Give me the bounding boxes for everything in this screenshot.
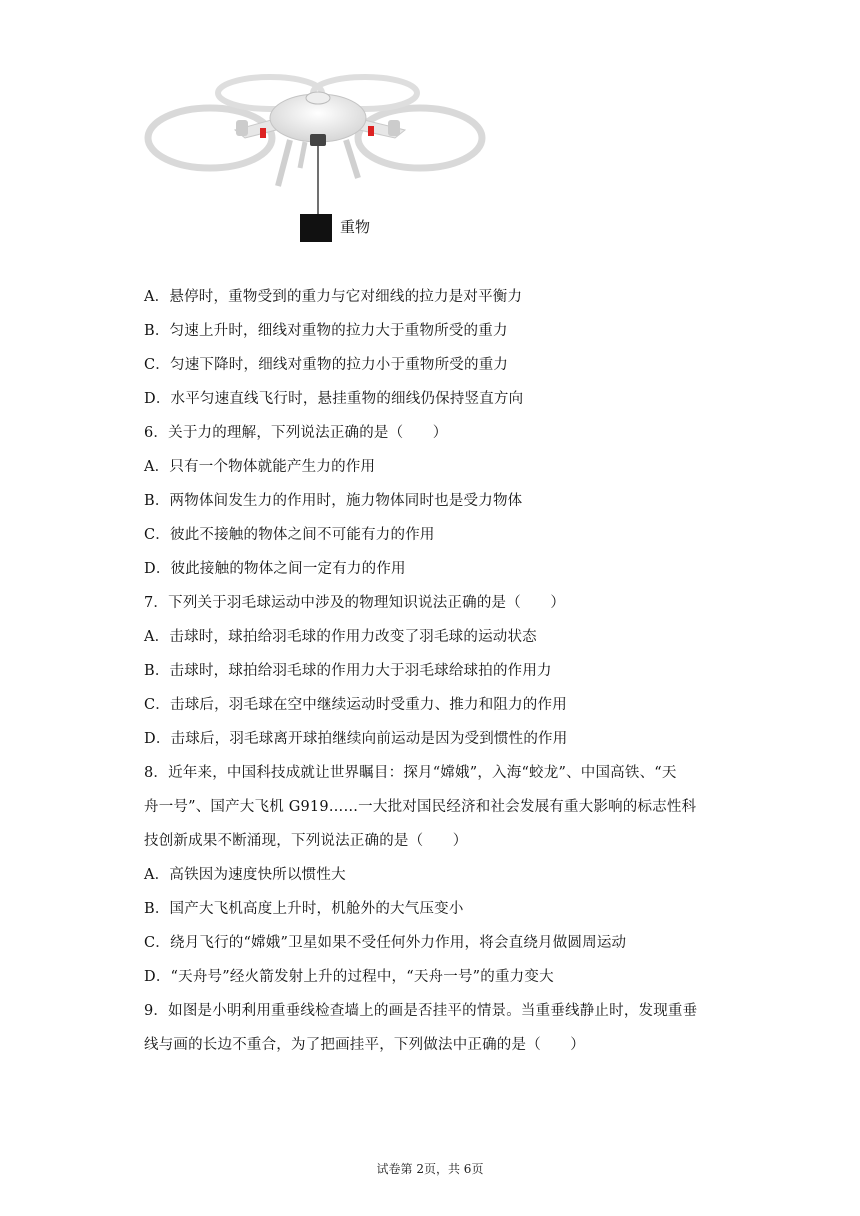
drone-figure — [140, 68, 500, 258]
q7-option-c: C．击球后，羽毛球在空中继续运动时受重力、推力和阻力的作用 — [144, 697, 567, 713]
q5-option-d: D．水平匀速直线飞行时，悬挂重物的细线仍保持竖直方向 — [144, 391, 524, 407]
q8-option-d: D．“天舟号”经火箭发射上升的过程中，“天舟一号”的重力变大 — [144, 969, 554, 985]
q8-option-b: B．国产大飞机高度上升时，机舱外的大气压变小 — [144, 901, 464, 917]
drone-illustration — [140, 68, 500, 258]
page-footer: 试卷第 2页，共 6页 — [376, 1162, 484, 1176]
weight-block — [300, 214, 332, 242]
q7-option-b: B．击球时，球拍给羽毛球的作用力大于羽毛球给球拍的作用力 — [144, 663, 552, 679]
q6-option-d: D．彼此接触的物体之间一定有力的作用 — [144, 561, 406, 577]
weight-label: 重物 — [340, 218, 371, 236]
q7-stem: 7．下列关于羽毛球运动中涉及的物理知识说法正确的是（ ） — [144, 595, 566, 611]
q5-option-b: B．匀速上升时，细线对重物的拉力大于重物所受的重力 — [144, 323, 508, 339]
q6-stem: 6．关于力的理解，下列说法正确的是（ ） — [144, 425, 448, 441]
q8-stem-line-2: 舟一号”、国产大飞机 G919……一大批对国民经济和社会发展有重大影响的标志性科 — [144, 799, 697, 815]
q8-stem-line-3: 技创新成果不断涌现，下列说法正确的是（ ） — [144, 833, 468, 849]
q9-stem-line-2: 线与画的长边不重合，为了把画挂平，下列做法中正确的是（ ） — [144, 1037, 585, 1053]
q5-option-a: A．悬停时，重物受到的重力与它对细线的拉力是对平衡力 — [144, 289, 523, 305]
q5-option-c: C．匀速下降时，细线对重物的拉力小于重物所受的重力 — [144, 357, 509, 373]
q8-option-c: C．绕月飞行的“嫦娥”卫星如果不受任何外力作用，将会直绕月做圆周运动 — [144, 935, 627, 951]
q6-option-c: C．彼此不接触的物体之间不可能有力的作用 — [144, 527, 435, 543]
q6-option-a: A．只有一个物体就能产生力的作用 — [144, 459, 376, 475]
q8-option-a: A．高铁因为速度快所以惯性大 — [144, 867, 346, 883]
q7-option-a: A．击球时，球拍给羽毛球的作用力改变了羽毛球的运动状态 — [144, 629, 537, 645]
q6-option-b: B．两物体间发生力的作用时，施力物体同时也是受力物体 — [144, 493, 523, 509]
q9-stem-line-1: 9．如图是小明利用重垂线检查墙上的画是否挂平的情景。当重垂线静止时，发现重垂 — [144, 1003, 698, 1019]
q8-stem-line-1: 8．近年来，中国科技成就让世界瞩目：探月“嫦娥”，入海“蛟龙”、中国高铁、“天 — [144, 765, 677, 781]
q7-option-d: D．击球后，羽毛球离开球拍继续向前运动是因为受到惯性的作用 — [144, 731, 568, 747]
